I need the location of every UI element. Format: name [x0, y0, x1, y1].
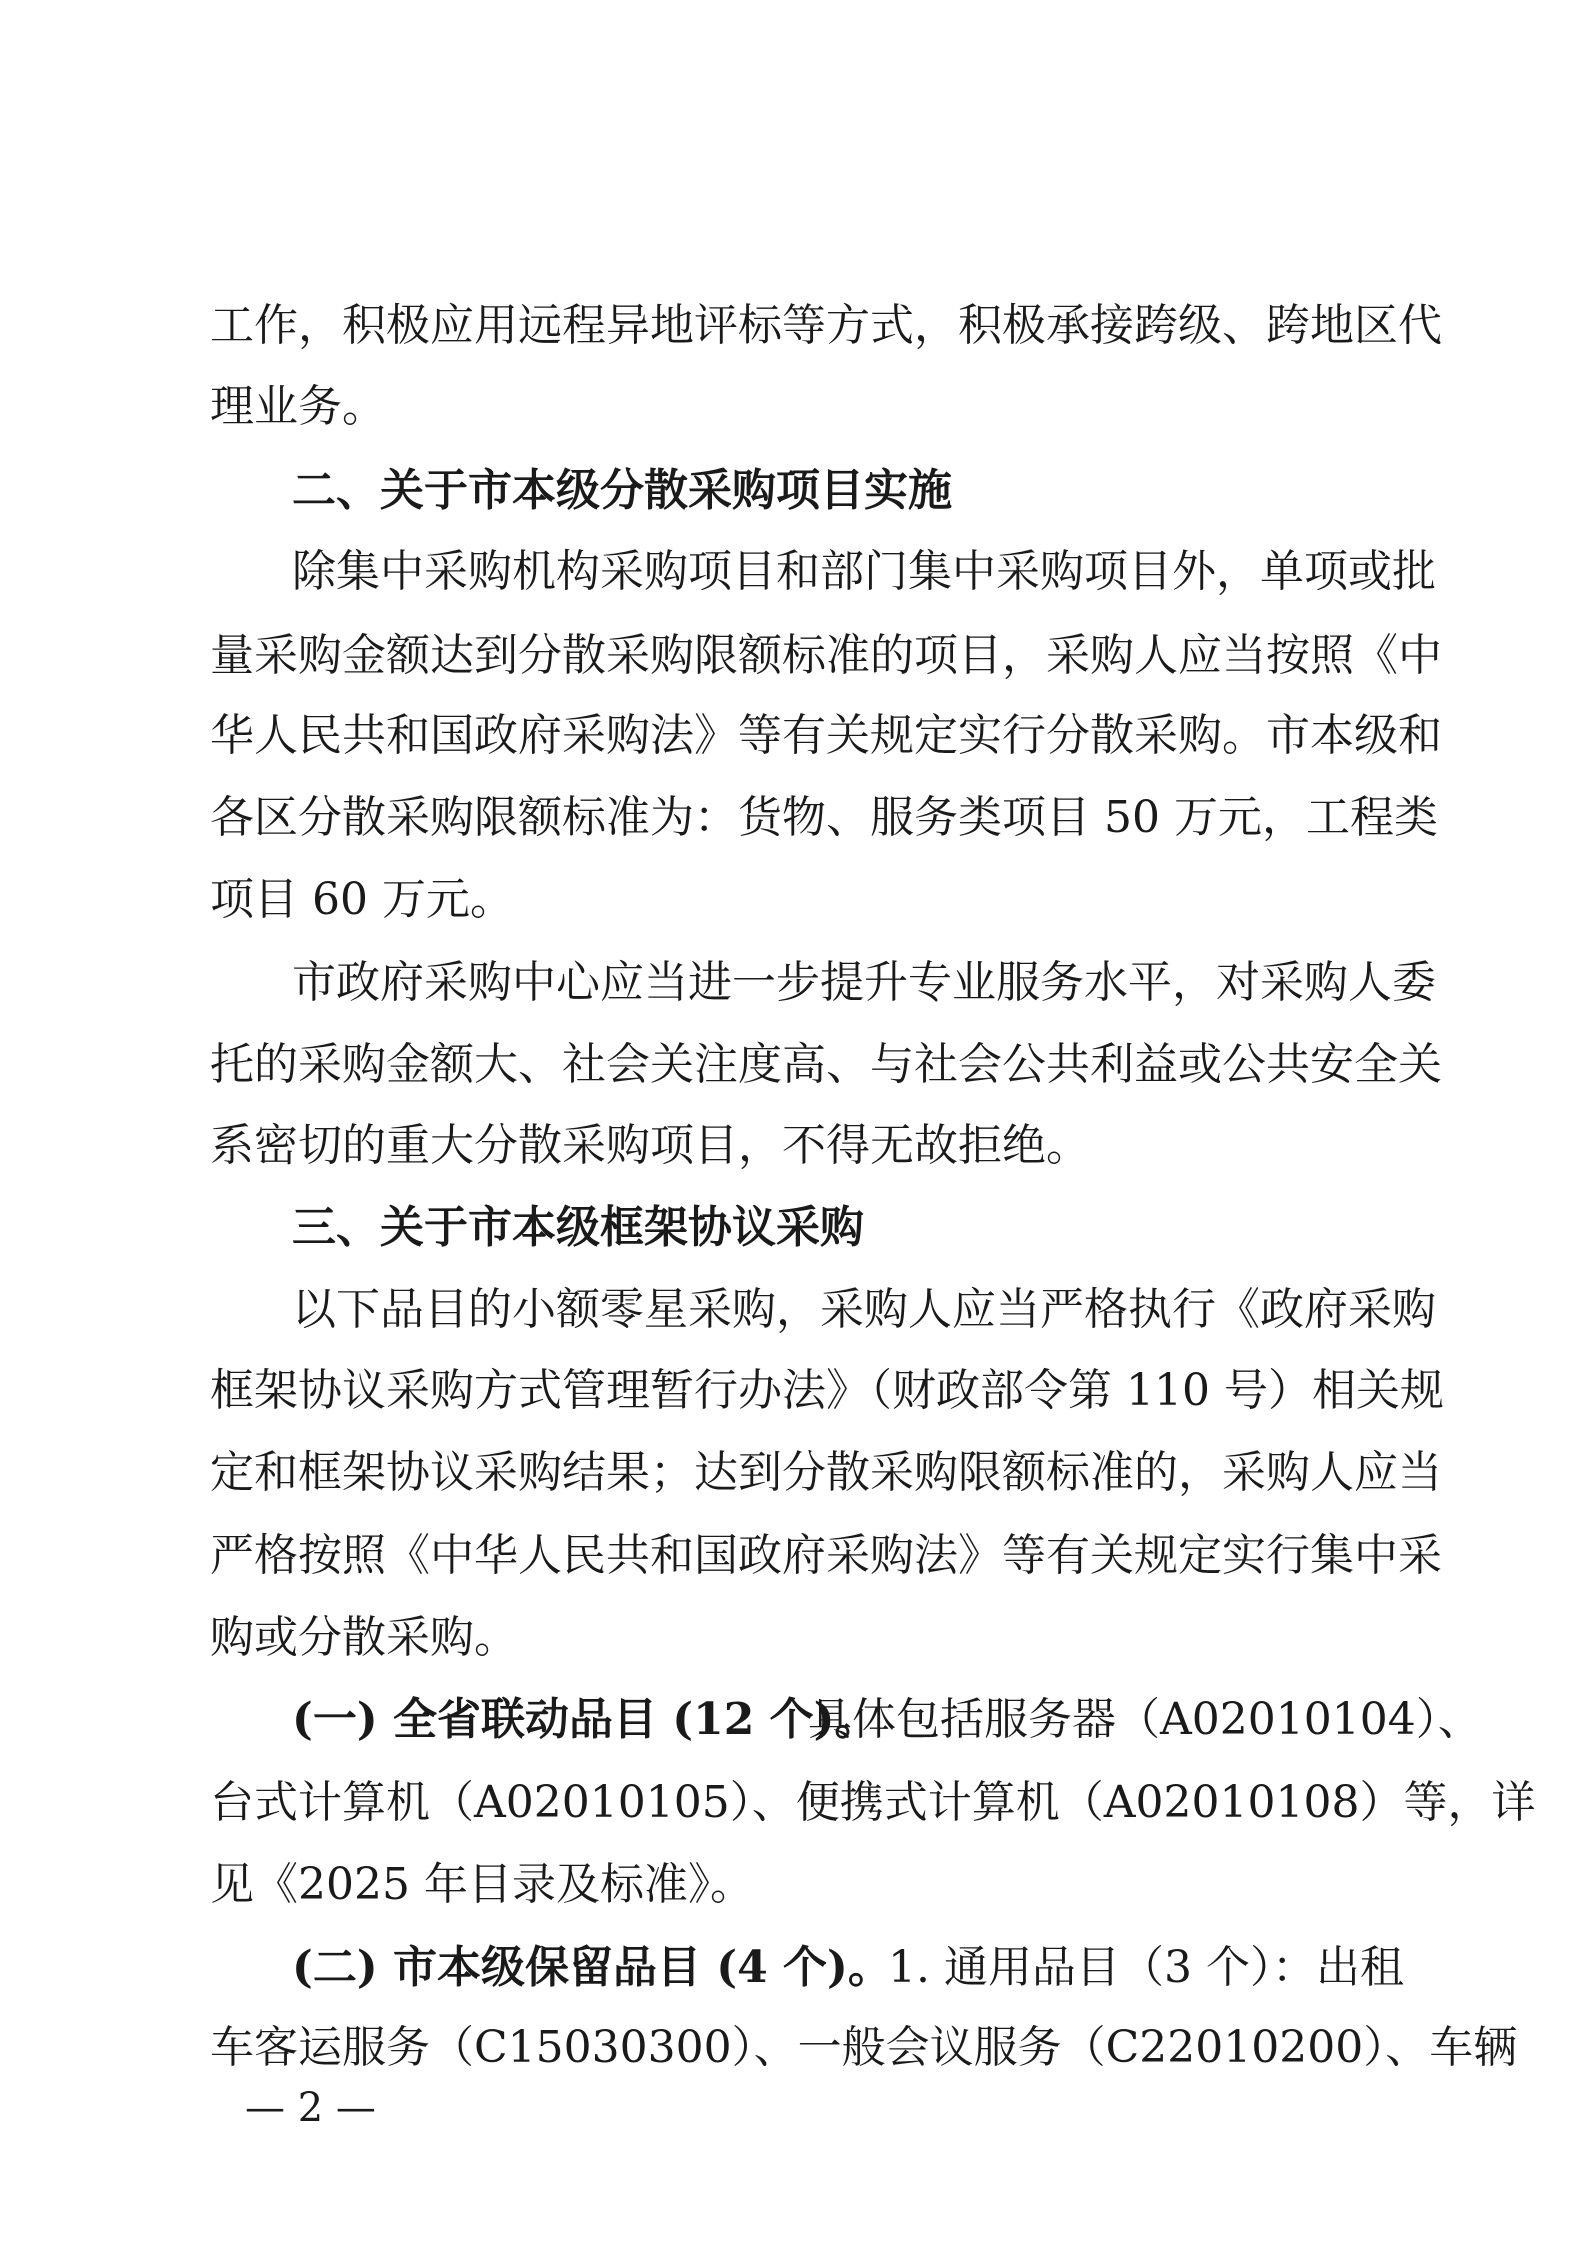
text-line-content: 见《2025 年目录及标准》。: [210, 1859, 754, 1910]
text-line: [0, 865, 1587, 935]
text-line: [0, 1275, 1587, 1345]
text-line: [0, 1030, 1587, 1100]
section-heading: [0, 1193, 1587, 1263]
text-line-content: 严格按照《中华人民共和国政府采购法》等有关规定实行集中采: [210, 1530, 1442, 1581]
section-heading-text: 二、关于市本级分散采购项目实施: [292, 465, 952, 516]
text-line-content: 项目 60 万元。: [210, 874, 514, 925]
section-heading: [0, 456, 1587, 526]
text-line: [0, 372, 1587, 442]
text-line-content: 理业务。: [210, 381, 386, 432]
text-line-content: 系密切的重大分散采购项目，不得无故拒绝。: [210, 1120, 1090, 1171]
text-line-content: 除集中采购机构采购项目和部门集中采购项目外，单项或批: [292, 546, 1436, 597]
text-line-content: 市政府采购中心应当进一步提升专业服务水平，对采购人委: [292, 957, 1436, 1008]
text-line-content: 定和框架协议采购结果；达到分散采购限额标准的，采购人应当: [210, 1447, 1442, 1498]
subsection-heading-2: (二) 市本级保留品目 (4 个)。: [292, 1942, 892, 1993]
text-line-content: 托的采购金额大、社会关注度高、与社会公共利益或公共安全关: [210, 1039, 1442, 1090]
text-line-content: 车客运服务（C15030300）、一般会议服务（C22010200）、车辆: [210, 2022, 1518, 2073]
text-line-content: 台式计算机（A02010105）、便携式计算机（A02010108）等，详: [210, 1777, 1536, 1828]
text-line: [0, 291, 1587, 361]
text-line: [0, 783, 1587, 853]
text-line: [0, 1356, 1587, 1426]
text-line: [0, 1111, 1587, 1181]
text-line: [0, 1685, 1587, 1755]
text-line: [0, 621, 1587, 691]
subsection-heading-1: (一) 全省联动品目 (12 个)。: [292, 1694, 879, 1745]
page-number: — 2 —: [245, 2085, 376, 2131]
text-line: [0, 1603, 1587, 1673]
text-line-content: 华人民共和国政府采购法》等有关规定实行分散采购。市本级和: [210, 710, 1442, 761]
text-line-content: 工作，积极应用远程异地评标等方式，积极承接跨级、跨地区代: [210, 300, 1442, 351]
text-line-content: 具体包括服务器（A02010104）、: [808, 1694, 1482, 1745]
text-line-content: 框架协议采购方式管理暂行办法》（财政部令第 110 号）相关规: [210, 1365, 1444, 1416]
text-line: [0, 1438, 1587, 1508]
text-line: [0, 537, 1587, 607]
text-line: [0, 1850, 1587, 1920]
text-line-content: 量采购金额达到分散采购限额标准的项目，采购人应当按照《中: [210, 630, 1442, 681]
text-line-content: 各区分散采购限额标准为：货物、服务类项目 50 万元，工程类: [210, 792, 1438, 843]
text-line: [0, 1521, 1587, 1591]
text-line: [0, 1933, 1587, 2003]
text-line: [0, 2013, 1587, 2083]
text-line: [0, 701, 1587, 771]
text-line: [0, 948, 1587, 1018]
text-line-content: 购或分散采购。: [210, 1612, 518, 1663]
section-heading-text: 三、关于市本级框架协议采购: [292, 1202, 864, 1253]
text-line: [0, 1768, 1587, 1838]
text-line-content: 以下品目的小额零星采购，采购人应当严格执行《政府采购: [292, 1284, 1436, 1335]
text-line-content: 1. 通用品目（3 个）：出租: [888, 1942, 1404, 1993]
